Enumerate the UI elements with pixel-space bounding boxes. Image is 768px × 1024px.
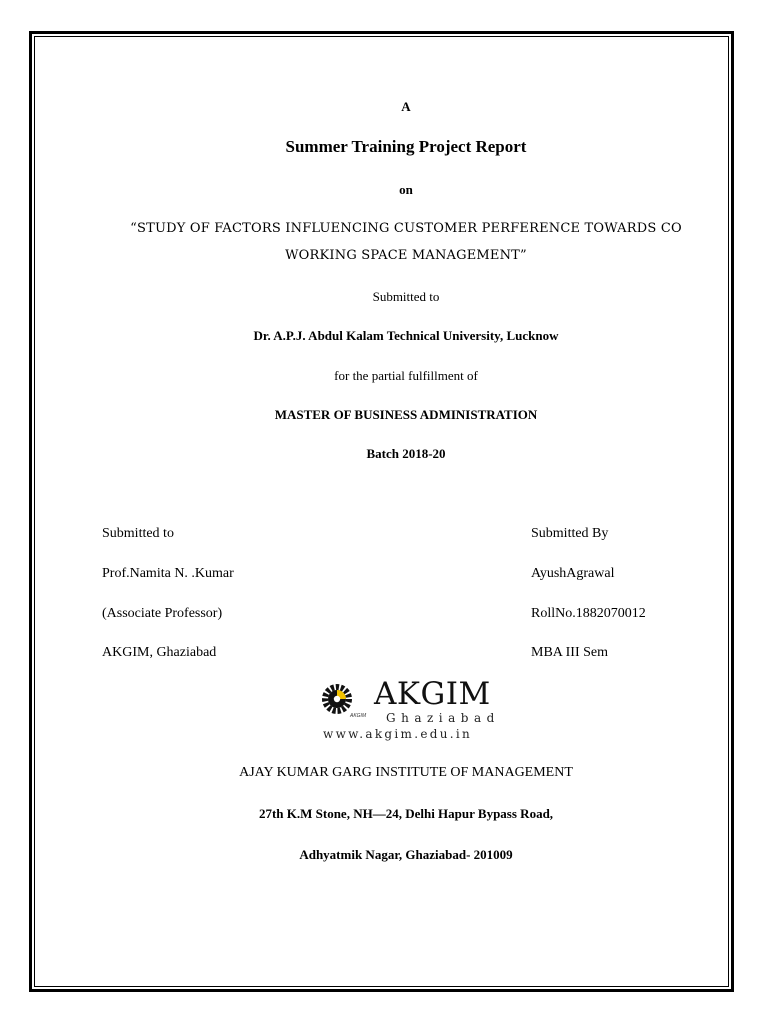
roll-number: RollNo.1882070012 bbox=[531, 606, 646, 621]
topic-line-2: WORKING SPACE MANAGEMENT” bbox=[285, 248, 527, 263]
logo-wordmark: AKGIM bbox=[374, 676, 491, 712]
page-border-inner bbox=[34, 36, 729, 987]
logo-small-text: AKGIM bbox=[350, 713, 367, 719]
gear-icon bbox=[320, 682, 354, 716]
course-semester: MBA III Sem bbox=[531, 645, 608, 660]
student-name: AyushAgrawal bbox=[531, 566, 615, 581]
right-heading: Submitted By bbox=[531, 526, 609, 541]
on-label: on bbox=[399, 182, 413, 197]
supervisor-designation: (Associate Professor) bbox=[102, 606, 223, 621]
university-name: Dr. A.P.J. Abdul Kalam Technical University, Lucknow bbox=[253, 328, 559, 343]
institute-full-name: AJAY KUMAR GARG INSTITUTE OF MANAGEMENT bbox=[239, 765, 573, 780]
submitted-to-label: Submitted to bbox=[372, 289, 440, 304]
partial-fulfillment-text: for the partial fulfillment of bbox=[334, 368, 478, 383]
report-title: Summer Training Project Report bbox=[285, 137, 527, 156]
topic-line-1: “STUDY OF FACTORS INFLUENCING CUSTOMER PERFERENCE TOWARDS CO bbox=[130, 221, 682, 236]
batch-text: Batch 2018-20 bbox=[366, 446, 446, 461]
supervisor-name: Prof.Namita N. .Kumar bbox=[102, 566, 234, 581]
degree-name: MASTER OF BUSINESS ADMINISTRATION bbox=[274, 407, 538, 422]
left-heading: Submitted to bbox=[102, 526, 174, 541]
address-line-2: Adhyatmik Nagar, Ghaziabad- 201009 bbox=[299, 847, 513, 862]
address-line-1: 27th K.M Stone, NH—24, Delhi Hapur Bypass Road, bbox=[258, 806, 554, 821]
logo-city: Ghaziabad bbox=[386, 711, 500, 725]
article-a: A bbox=[401, 99, 411, 114]
akgim-logo bbox=[320, 676, 500, 742]
supervisor-institute: AKGIM, Ghaziabad bbox=[102, 645, 217, 660]
logo-url: www.akgim.edu.in bbox=[323, 727, 473, 741]
